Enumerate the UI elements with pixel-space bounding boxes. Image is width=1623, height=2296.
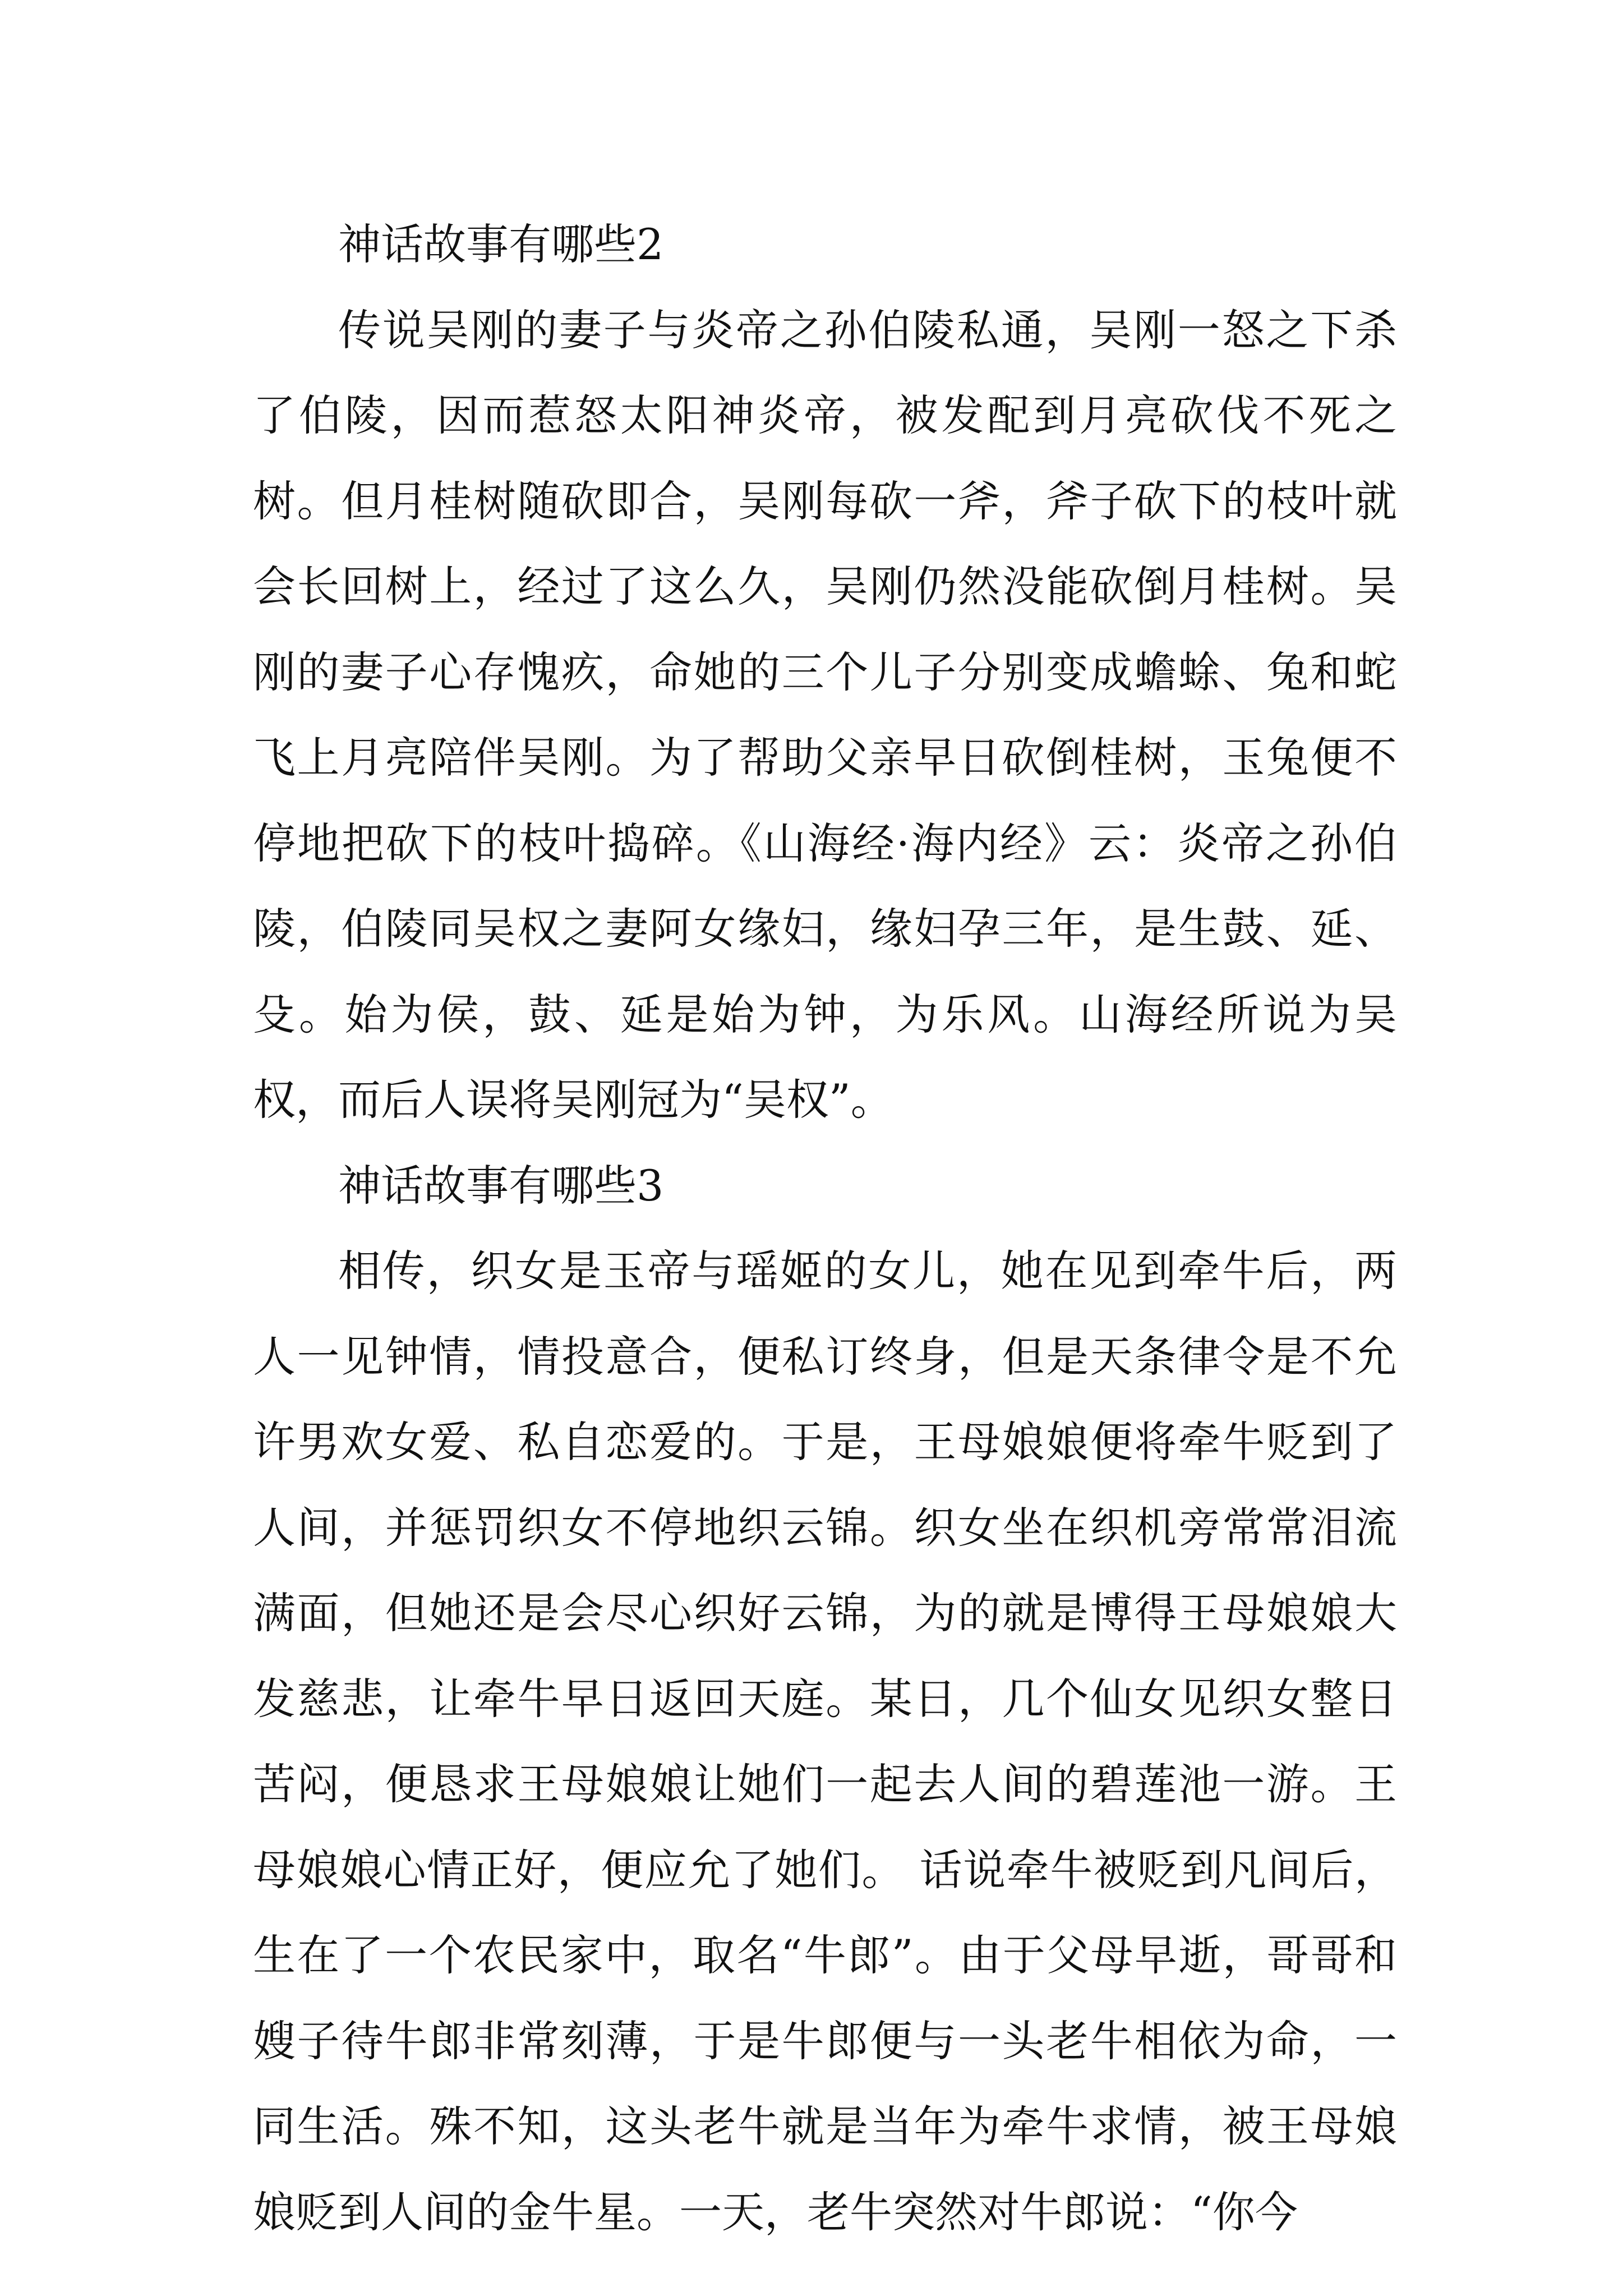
section-heading: 神话故事有哪些3 xyxy=(338,1160,664,1211)
section-heading: 神话故事有哪些2 xyxy=(338,219,664,269)
body-paragraph: 相传，织女是玉帝与瑶姬的女儿，她在见到牵牛后，两人一见钟情，情投意合，便私订终身，但是天条律令是不允许男欢女爱、私自恋爱的。于是，王母娘娘便将牵牛贬到了人间，并惩罚织女不停地织云锦。织女坐在织机旁常常泪流满面，但她还是会尽心织好云锦，为的就是博得王母娘娘大发慈悲，让牵牛早日返回天庭。某日，几个仙女见织女整日苦闷，便恳求王母娘娘让她们一起去人间的碧莲池一游。王母娘娘心情正好，便应允了她们。 话说牵牛被贬到凡间后，生在了一个农民家中，取名“牛郎”。由于父母早逝，哥哥和嫂子待牛郎非常刻薄，于是牛郎便与一头老牛相依为命，一同生活。殊不知，这头老牛就是当年为牵牛求情，被王母娘娘贬到人间的金牛星。一天，老牛突然对牛郎说：“你今 xyxy=(253,1246,1397,2237)
body-paragraph: 传说吴刚的妻子与炎帝之孙伯陵私通，吴刚一怒之下杀了伯陵，因而惹怒太阳神炎帝，被发配到月亮砍伐不死之树。但月桂树随砍即合，吴刚每砍一斧，斧子砍下的枝叶就会长回树上，经过了这么久，吴刚仍然没能砍倒月桂树。吴刚的妻子心存愧疚，命她的三个儿子分别变成蟾蜍、兔和蛇飞上月亮陪伴吴刚。为了帮助父亲早日砍倒桂树，玉兔便不停地把砍下的枝叶捣碎。《山海经·海内经》云：炎帝之孙伯陵，伯陵同吴权之妻阿女缘妇，缘妇孕三年，是生鼓、延、殳。始为侯，鼓、延是始为钟，为乐风。山海经所说为吴权，而后人误将吴刚冠为“吴权”。 xyxy=(253,305,1397,1125)
document-body xyxy=(253,202,1397,2255)
